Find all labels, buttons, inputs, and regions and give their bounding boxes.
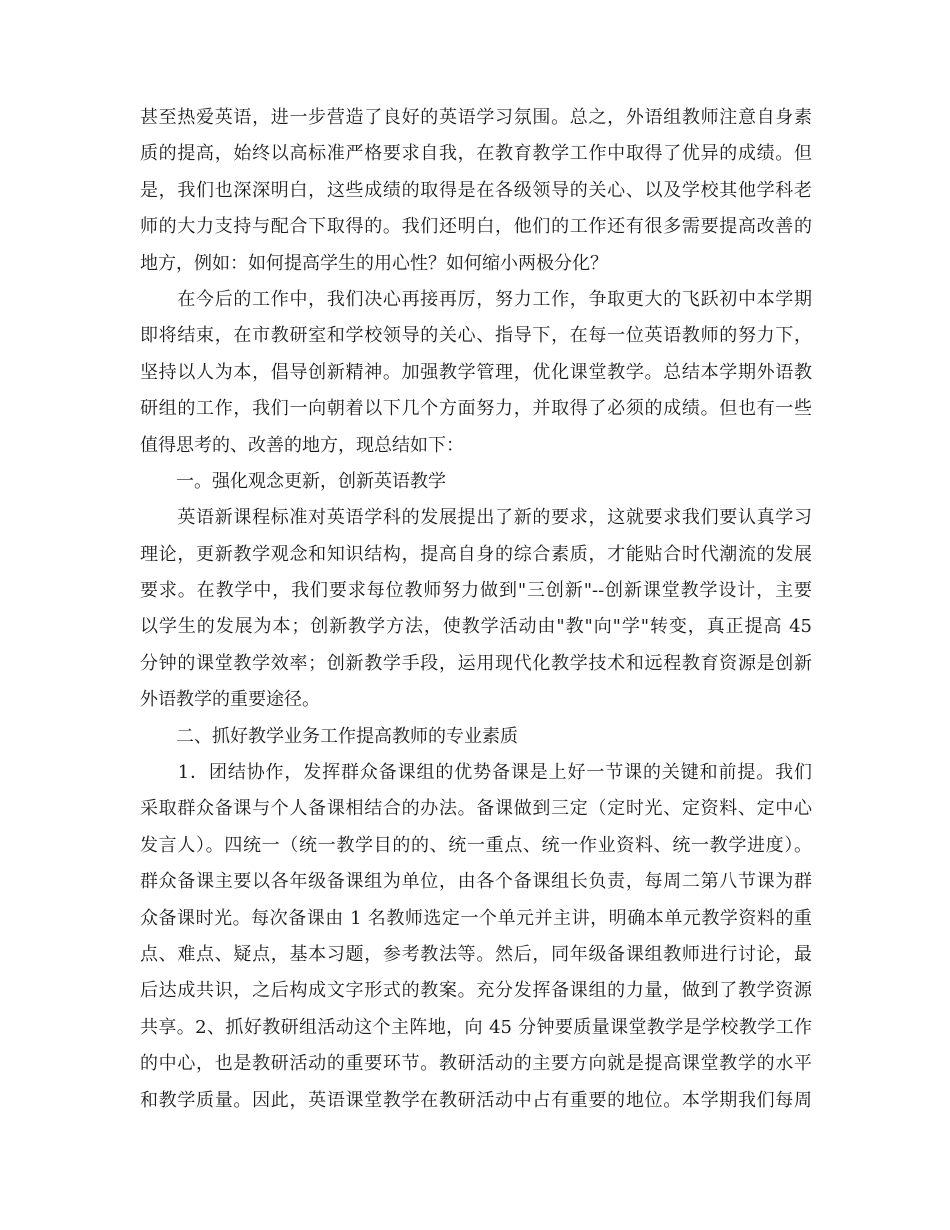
- text-line: 值得思考的、改善的地方，现总结如下：: [140, 434, 464, 456]
- text-line: 群众备课主要以各年级备课组为单位，由各个备课组长负责，每周二第八节课为群: [140, 871, 812, 893]
- text-line: 的中心，也是教研活动的重要环节。教研活动的主要方向就是提高课堂教学的水平: [140, 1053, 812, 1075]
- text-line: 理论，更新教学观念和知识结构，提高自身的综合素质，才能贴合时代潮流的发展: [140, 543, 812, 565]
- text-line: 二、抓好教学业务工作提高教师的专业素质: [140, 725, 518, 747]
- text-line: 研组的工作，我们一向朝着以下几个方面努力，并取得了必须的成绩。但也有一些: [140, 398, 812, 420]
- text-line: 甚至热爱英语，进一步营造了良好的英语学习氛围。总之，外语组教师注意自身素: [140, 107, 812, 128]
- text-line: 以学生的发展为本；创新教学方法，使教学活动由"教"向"学"转变，真正提高 45: [140, 616, 812, 638]
- text-line: 分钟的课堂教学效率；创新教学手段，运用现代化教学技术和远程教育资源是创新: [140, 652, 812, 674]
- text-line: 师的大力支持与配合下取得的。我们还明白，他们的工作还有很多需要提高改善的: [140, 216, 812, 238]
- text-line: 后达成共识，之后构成文字形式的教案。充分发挥备课组的力量，做到了教学资源: [140, 980, 812, 1002]
- text-line: 采取群众备课与个人备课相结合的办法。备课做到三定（定时光、定资料、定中心: [140, 798, 812, 820]
- text-line: 众备课时光。每次备课由 1 名教师选定一个单元并主讲，明确本单元教学资料的重: [140, 907, 812, 929]
- text-line: 发言人）。四统一（统一教学目的的、统一重点、统一作业资料、统一教学进度）。: [140, 834, 812, 856]
- text-line: 即将结束，在市教研室和学校领导的关心、指导下，在每一位英语教师的努力下，: [140, 325, 812, 347]
- document-page: [140, 100, 812, 1119]
- text-line: 外语教学的重要途径。: [140, 689, 320, 711]
- text-line: 共享。2、抓好教研组活动这个主阵地，向 45 分钟要质量课堂教学是学校教学工作: [140, 1016, 812, 1038]
- text-line: 和教学质量。因此，英语课堂教学在教研活动中占有重要的地位。本学期我们每周: [140, 1089, 812, 1111]
- text-line: 英语新课程标准对英语学科的发展提出了新的要求，这就要求我们要认真学习: [140, 507, 812, 529]
- text-line: 质的提高，始终以高标准严格要求自我，在教育教学工作中取得了优异的成绩。但: [140, 143, 812, 165]
- text-line: 坚持以人为本，倡导创新精神。加强教学管理，优化课堂教学。总结本学期外语教: [140, 361, 812, 383]
- text-line: 1．团结协作，发挥群众备课组的优势备课是上好一节课的关键和前提。我们: [140, 762, 812, 784]
- text-line: 地方，例如：如何提高学生的用心性？如何缩小两极分化？: [140, 252, 608, 274]
- text-line: 是，我们也深深明白，这些成绩的取得是在各级领导的关心、以及学校其他学科老: [140, 179, 812, 201]
- text-line: 点、难点、疑点，基本习题，参考教法等。然后，同年级备课组教师进行讨论，最: [140, 943, 812, 965]
- text-line: 要求。在教学中，我们要求每位教师努力做到"三创新"--创新课堂教学设计，主要: [140, 580, 812, 602]
- text-line: 一。强化观念更新，创新英语教学: [140, 470, 446, 492]
- text-line: 在今后的工作中，我们决心再接再厉，努力工作，争取更大的飞跃初中本学期: [140, 288, 812, 310]
